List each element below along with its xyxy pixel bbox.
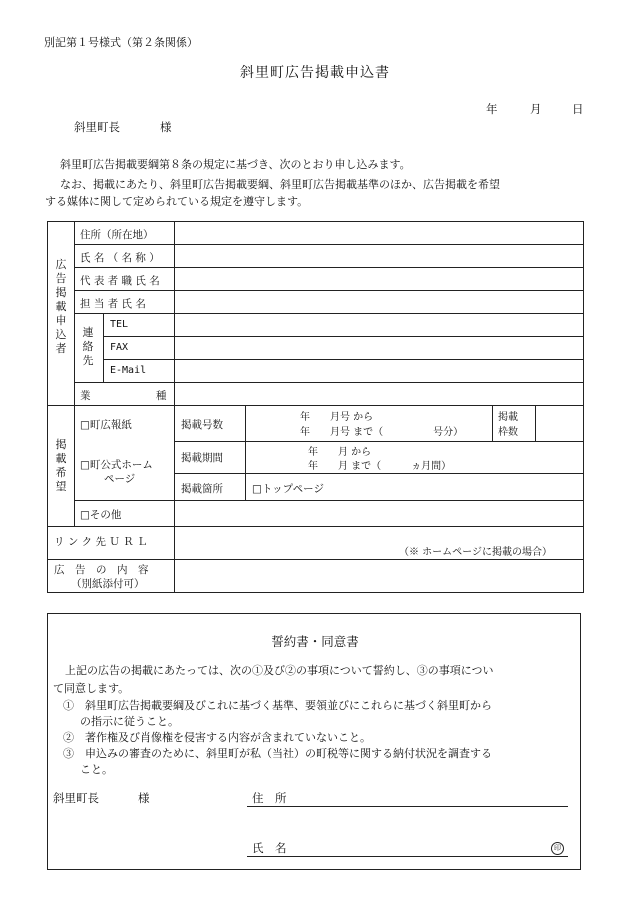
pledge-item-3: ③ 申込みの審査のために、斜里町が私（当社）の町税等に関する納付状況を調査する	[63, 747, 492, 760]
pledge-item-2: ② 著作権及び肖像権を侵害する内容が含まれていないこと。	[63, 731, 371, 744]
pledge-name-label: 氏 名	[252, 841, 287, 855]
pledge-intro-line-1: 上記の広告の掲載にあたっては、次の①及び②の事項について誓約し、③の事項につい	[65, 664, 494, 677]
form-number: 別記第１号様式（第２条関係）	[44, 36, 198, 49]
seal-mark: 印	[551, 842, 564, 855]
slots-label-2: 枠数	[498, 427, 518, 438]
address-label: 住所（所在地）	[80, 229, 154, 241]
email-label: E-Mail	[110, 365, 147, 376]
link-url-note: （※ ホームページに掲載の場合）	[399, 547, 552, 558]
intro-line-3: する媒体に関して定められている規定を遵守します。	[45, 195, 309, 208]
option-homepage-line2: ページ	[104, 473, 136, 485]
pledge-item-3-cont: こと。	[80, 763, 113, 776]
issue-count-label: 掲載号数	[181, 419, 223, 431]
date-year-label: 年	[486, 102, 498, 116]
option-newsletter[interactable]: □町広報紙	[80, 419, 132, 431]
wish-section-label: 掲載希望	[55, 438, 67, 493]
period-label: 掲載期間	[181, 452, 223, 464]
person-in-charge-label: 担 当 者 氏 名	[80, 298, 146, 310]
pledge-name-underline	[247, 856, 568, 857]
applicant-section-label: 広告掲載申込者	[55, 258, 67, 355]
slots-label-1: 掲載	[498, 412, 518, 423]
pledge-item-1: ① 斜里町広告掲載要綱及びこれに基づく基準、要領並びにこれらに基づく斜里町から	[63, 699, 492, 712]
date-month-label: 月	[530, 102, 542, 116]
fax-label: FAX	[110, 342, 129, 353]
industry-label-a: 業	[80, 390, 91, 402]
option-other[interactable]: □その他	[80, 509, 122, 521]
issue-from: 年 月号 から	[300, 412, 374, 423]
link-url-label: リ ン ク 先 Ｕ Ｒ Ｌ	[54, 536, 148, 548]
pledge-address-label: 住 所	[252, 791, 287, 805]
industry-label-b: 種	[156, 390, 167, 402]
location-option-top-page[interactable]: □トップページ	[252, 483, 324, 495]
date-day-label: 日	[572, 102, 584, 116]
option-homepage[interactable]: □町公式ホーム	[80, 459, 153, 471]
period-to: 年 月 まで（ ヵ月間）	[308, 461, 452, 472]
pledge-intro-line-2: て同意します。	[53, 682, 130, 695]
addressee-honorific: 様	[160, 120, 172, 134]
intro-line-1: 斜里町広告掲載要綱第８条の規定に基づき、次のとおり申し込みます。	[60, 158, 411, 171]
pledge-item-1-cont: の指示に従うこと。	[80, 715, 179, 728]
location-label: 掲載箇所	[181, 483, 223, 495]
issue-to: 年 月号 まで（ 号分）	[300, 427, 464, 438]
addressee: 斜里町長	[74, 120, 120, 134]
period-from: 年 月 から	[308, 447, 372, 458]
ad-content-label: 広 告 の 内 容	[54, 564, 149, 576]
contact-label: 連絡先	[82, 326, 94, 367]
ad-content-sublabel: （別紙添付可）	[71, 578, 145, 590]
tel-label: TEL	[110, 319, 129, 330]
form-title: 斜里町広告掲載申込書	[240, 65, 390, 81]
pledge-addressee: 斜里町長	[53, 791, 99, 805]
pledge-address-underline	[247, 806, 568, 807]
intro-line-2: なお、掲載にあたり、斜里町広告掲載要綱、斜里町広告掲載基準のほか、広告掲載を希望	[60, 178, 500, 191]
name-label: 氏 名 （ 名 称 ）	[80, 252, 160, 264]
pledge-title: 誓約書・同意書	[271, 634, 359, 649]
representative-label: 代 表 者 職 氏 名	[80, 275, 160, 287]
pledge-addressee-honorific: 様	[138, 791, 150, 805]
